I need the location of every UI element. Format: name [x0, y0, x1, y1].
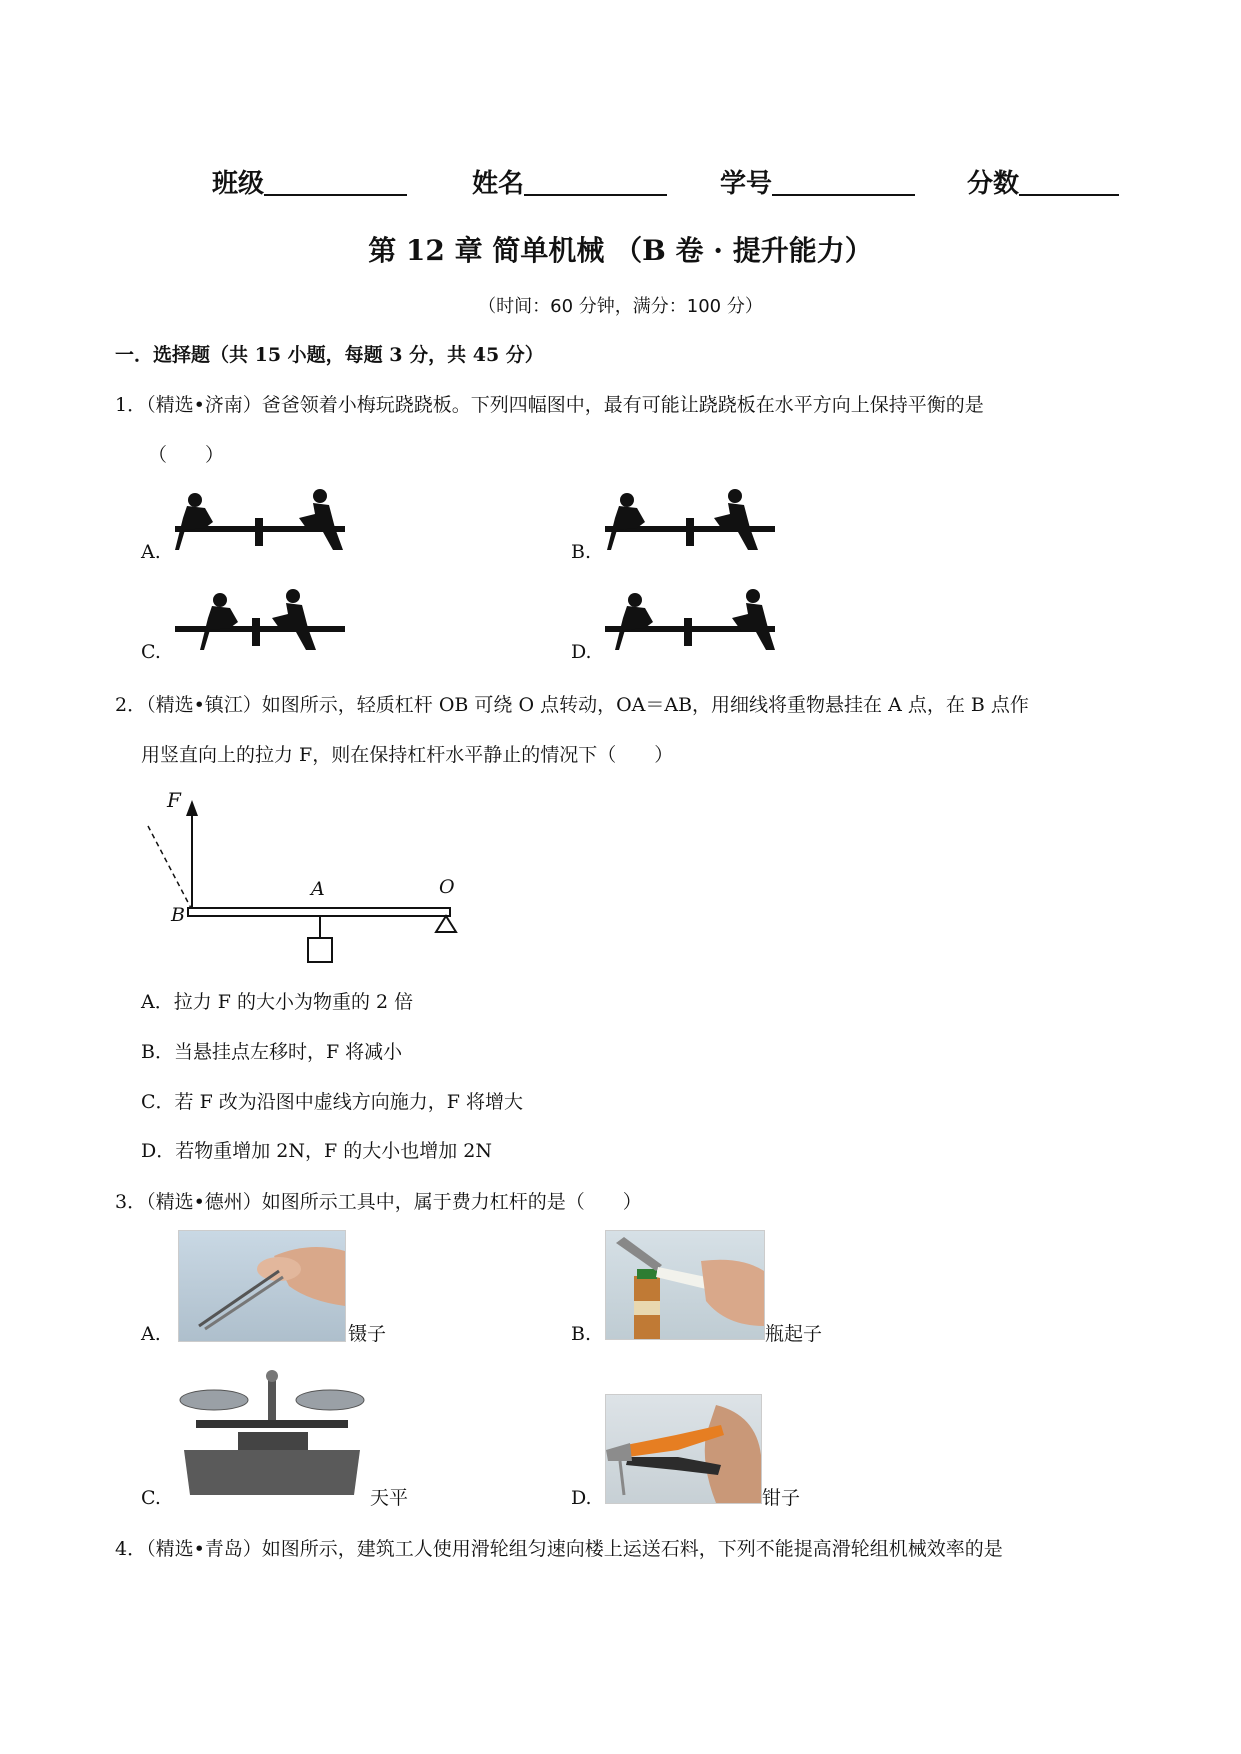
q2-lever-diagram	[140, 790, 470, 970]
q1-option-d-label[interactable]: D.	[571, 641, 592, 663]
q3-option-a-label[interactable]: A.	[141, 1323, 161, 1345]
label-B: B	[171, 904, 185, 926]
q1-stem-line2: （ ）	[148, 444, 225, 466]
id-label: 学号	[720, 169, 773, 199]
q1-option-a-label[interactable]: A.	[141, 541, 161, 563]
q1-option-b-label[interactable]: B.	[571, 541, 592, 563]
class-label: 班级	[212, 169, 265, 199]
q2-stem-line2: 用竖直向上的拉力 F，则在保持杠杆水平静止的情况下（ ）	[141, 744, 674, 766]
class-field	[212, 163, 407, 200]
q3-option-c-label[interactable]: C.	[141, 1487, 161, 1509]
page-subtitle: （时间：60 分钟，满分：100 分）	[478, 296, 763, 317]
name-blank[interactable]	[524, 168, 667, 196]
q2-option-d[interactable]: D．若物重增加 2N，F 的大小也增加 2N	[141, 1140, 492, 1162]
q2-option-c[interactable]: C．若 F 改为沿图中虚线方向施力，F 将增大	[141, 1091, 524, 1113]
name-field	[472, 163, 667, 200]
balance-caption: 天平	[370, 1487, 409, 1509]
tweezers-caption: 镊子	[348, 1323, 387, 1345]
q3-option-d-label[interactable]: D.	[571, 1487, 592, 1509]
dashed-force-line	[148, 826, 192, 910]
page-title: 第 12 章 简单机械 （B 卷 · 提升能力）	[368, 234, 873, 267]
q2-option-a[interactable]: A．拉力 F 的大小为物重的 2 倍	[141, 991, 414, 1013]
label-F: F	[167, 788, 181, 812]
pliers-photo	[605, 1394, 762, 1504]
q2-stem-line1: 2．（精选•镇江）如图所示，轻质杠杆 OB 可绕 O 点转动，OA＝AB，用细线将重物悬挂在 A 点，在 B 点作	[115, 694, 1029, 716]
score-label: 分数	[967, 169, 1020, 199]
label-O: O	[439, 876, 455, 898]
id-blank[interactable]	[772, 168, 915, 196]
fulcrum-triangle	[436, 916, 456, 932]
bottle-opener-photo	[605, 1230, 765, 1340]
q1-option-c-seesaw-figure	[175, 588, 345, 658]
lever-bar	[188, 908, 450, 916]
label-A: A	[311, 878, 325, 900]
class-blank[interactable]	[264, 168, 407, 196]
pliers-caption: 钳子	[762, 1487, 801, 1509]
q4-stem: 4．（精选•青岛）如图所示，建筑工人使用滑轮组匀速向楼上运送石料，下列不能提高滑轮组机械效率的是	[115, 1538, 1003, 1560]
score-blank[interactable]	[1019, 168, 1119, 196]
q1-option-d-seesaw-figure	[605, 588, 775, 658]
id-field	[720, 163, 915, 200]
q1-option-a-seesaw-figure	[175, 488, 345, 558]
tweezers-photo	[178, 1230, 346, 1342]
q1-option-c-label[interactable]: C.	[141, 641, 161, 663]
force-arrow-head	[186, 800, 198, 816]
hanging-weight	[308, 938, 332, 962]
q1-option-b-seesaw-figure	[605, 488, 775, 558]
q2-option-b[interactable]: B．当悬挂点左移时，F 将减小	[141, 1041, 403, 1063]
q3-stem: 3．（精选•德州）如图所示工具中，属于费力杠杆的是（ ）	[115, 1191, 642, 1213]
bottle-opener-caption: 瓶起子	[765, 1323, 823, 1345]
score-field	[967, 163, 1119, 200]
name-label: 姓名	[472, 169, 525, 199]
section-heading: 一．选择题（共 15 小题，每题 3 分，共 45 分）	[115, 344, 544, 366]
q3-option-b-label[interactable]: B.	[571, 1323, 592, 1345]
q1-stem-line1: 1．（精选•济南）爸爸领着小梅玩跷跷板。下列四幅图中，最有可能让跷跷板在水平方向上保持平衡的是	[115, 394, 984, 416]
balance-photo	[178, 1370, 366, 1503]
